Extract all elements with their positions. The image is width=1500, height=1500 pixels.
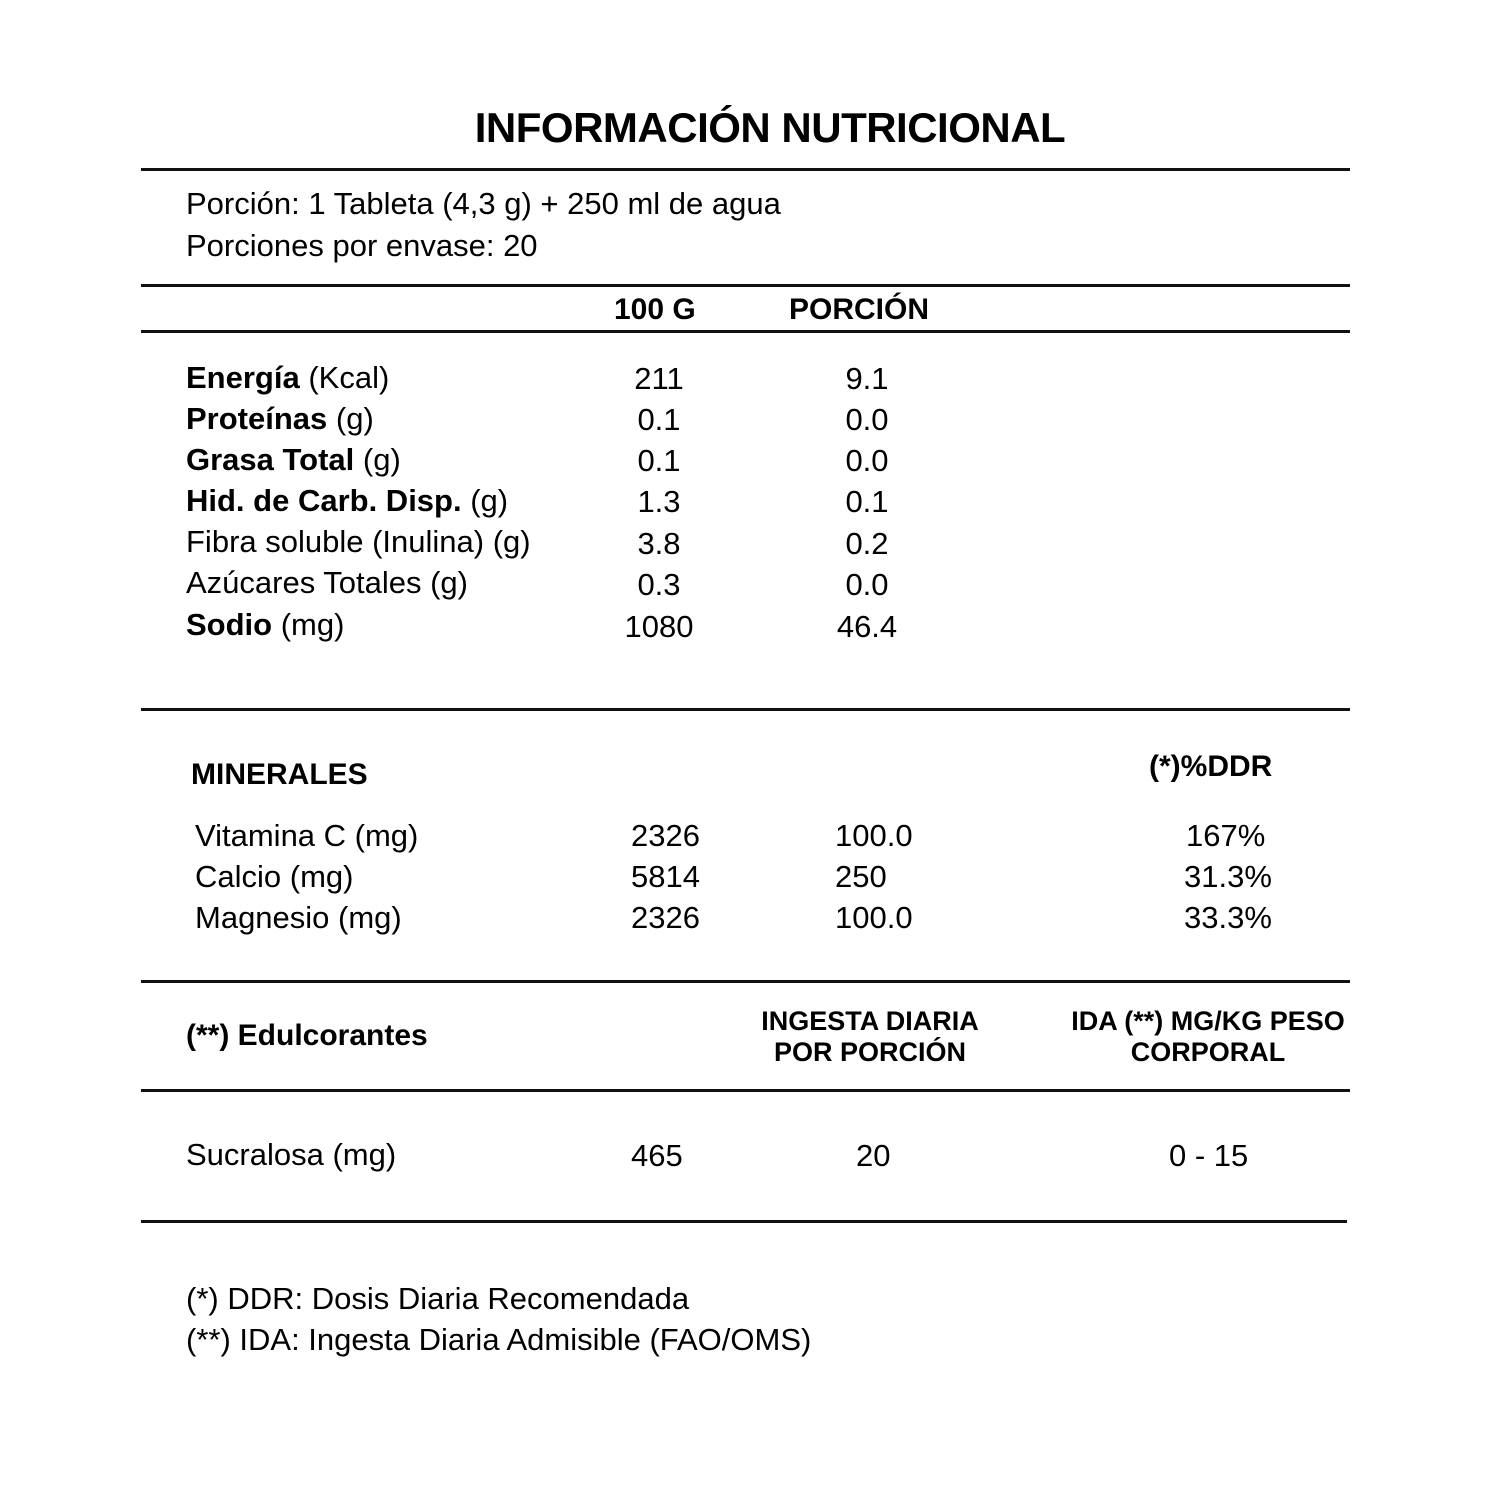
nutrient-per-portion: 0.0 [845,402,889,437]
column-header-100g: 100 G [614,293,696,326]
sweetener-ida: 0 - 15 [1169,1138,1249,1173]
mineral-per-100g: 2326 [631,900,700,935]
nutrient-name: Grasa Total [186,442,355,477]
nutrient-row [186,483,508,519]
divider [141,168,1350,171]
mineral-ddr: 33.3% [1184,900,1272,935]
nutrient-unit: (g) [421,565,468,600]
nutrient-per-100g: 3.8 [637,526,681,561]
sweetener-name: Sucralosa (mg) [186,1137,397,1172]
mineral-per-portion: 100.0 [835,900,913,935]
nutrient-name: Proteínas [186,401,328,436]
nutrient-per-100g: 0.1 [637,443,681,478]
mineral-name: Calcio (mg) [195,859,354,894]
column-header-ida [1048,1006,1368,1068]
header-line: CORPORAL [1130,1037,1286,1067]
nutrient-row [186,607,344,643]
divider [141,1089,1350,1092]
nutrient-row [186,524,531,560]
divider [141,330,1350,333]
nutrient-name: Sodio [186,607,273,642]
mineral-per-100g: 2326 [631,818,700,853]
minerals-heading: MINERALES [191,758,368,791]
nutrient-per-portion: 0.0 [845,567,889,602]
nutrient-unit: (g) [327,401,374,436]
divider [141,708,1350,711]
mineral-name: Magnesio (mg) [195,900,402,935]
nutrient-row [186,565,468,601]
nutrient-per-portion: 46.4 [836,609,898,644]
sweetener-daily-intake: 20 [856,1138,891,1173]
nutrient-row [186,360,389,396]
nutrient-per-100g: 0.1 [637,402,681,437]
nutrient-per-portion: 0.1 [845,484,889,519]
column-header-portion: PORCIÓN [789,293,930,326]
mineral-per-portion: 100.0 [835,818,913,853]
mineral-per-portion: 250 [835,859,887,894]
mineral-ddr: 167% [1186,818,1266,853]
divider [141,1220,1347,1223]
nutrient-per-100g: 211 [634,361,684,396]
header-line: INGESTA DIARIA [761,1006,979,1036]
nutrient-unit: (mg) [272,607,345,642]
page-title: INFORMACIÓN NUTRICIONAL [474,104,1066,151]
nutrient-per-portion: 0.2 [845,526,889,561]
header-line: POR PORCIÓN [773,1037,967,1067]
portions-per-container: Porciones por envase: 20 [186,228,538,263]
header-line: IDA (**) MG/KG PESO [1071,1006,1345,1036]
portion-text: Porción: 1 Tableta (4,3 g) + 250 ml de agua [186,186,781,221]
footnote-ddr: (*) DDR: Dosis Diaria Recomendada [186,1281,690,1316]
nutrient-per-portion: 0.0 [845,443,889,478]
nutrient-name: Energía [186,360,300,395]
footnote-ida: (**) IDA: Ingesta Diaria Admisible (FAO/OMS) [186,1322,812,1357]
nutrient-unit: (Kcal) [299,360,390,395]
column-header-daily-intake [740,1006,1000,1068]
nutrient-per-100g: 1.3 [637,484,681,519]
nutrient-per-100g: 1080 [624,609,694,644]
mineral-name: Vitamina C (mg) [195,818,419,853]
divider [141,980,1350,983]
nutrient-unit: (g) [484,524,531,559]
nutrient-per-100g: 0.3 [637,567,681,602]
mineral-ddr: 31.3% [1184,859,1272,894]
ddr-heading: (*)%DDR [1149,750,1273,783]
nutrient-name: Hid. de Carb. Disp. [186,483,462,518]
nutrient-name: Azúcares Totales [186,565,422,600]
nutrient-unit: (g) [354,442,401,477]
mineral-per-100g: 5814 [631,859,700,894]
nutrient-row [186,401,374,437]
divider [141,284,1350,287]
sweeteners-heading: (**) Edulcorantes [186,1019,428,1052]
nutrient-name: Fibra soluble (Inulina) [186,524,485,559]
nutrient-unit: (g) [461,483,509,518]
nutrient-row [186,442,401,478]
sweetener-per-100g: 465 [631,1138,683,1173]
nutrient-per-portion: 9.1 [845,361,889,396]
